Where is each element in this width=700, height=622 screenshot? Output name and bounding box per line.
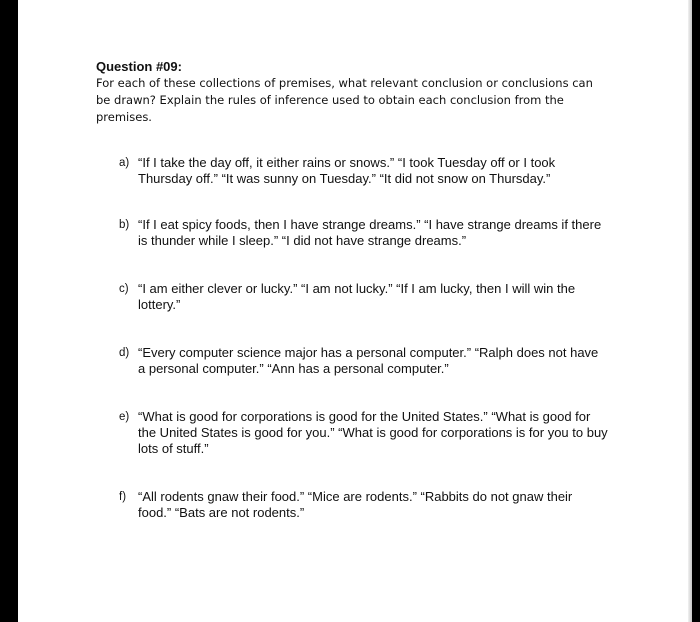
item-letter: c) <box>119 283 129 295</box>
list-item-d <box>119 345 616 377</box>
question-content <box>96 58 616 521</box>
item-letter: f) <box>119 491 127 503</box>
list-item-e <box>119 409 616 457</box>
item-letter: b) <box>119 219 130 231</box>
right-border <box>692 0 700 622</box>
left-border <box>0 0 18 622</box>
item-text: “I am either clever or lucky.” “I am not lucky.” “If I am lucky, then I will win the lottery.” <box>138 281 576 312</box>
item-text: “What is good for corporations is good for the United States.” “What is good for the United States is good for you.” “What is good for corporations is for you to buy lots of stuff.” <box>138 409 608 456</box>
item-text: “All rodents gnaw their food.” “Mice are rodents.” “Rabbits do not gnaw their food.” “Bats are not rodents.” <box>138 489 573 520</box>
item-text: “If I take the day off, it either rains or snows.” “I took Tuesday off or I took Thursday off.” “It was sunny on Tuesday.” “It did not snow on Thursday.” <box>138 155 556 186</box>
item-text: “If I eat spicy foods, then I have strange dreams.” “I have strange dreams if there is thunder while I sleep.” “I did not have strange dreams.” <box>138 217 602 248</box>
list-item-b <box>119 217 616 249</box>
list-item-c <box>119 281 616 313</box>
item-letter: a) <box>119 157 130 169</box>
list-item-f <box>119 489 616 521</box>
list-item-a <box>119 155 616 187</box>
question-title: Question #09: <box>96 59 182 74</box>
premise-list <box>119 155 616 521</box>
item-letter: e) <box>119 411 130 423</box>
item-letter: d) <box>119 347 130 359</box>
question-prompt: For each of these collections of premises, what relevant conclusion or conclusions can be drawn? Explain the rules of inference used to obtain each conclusion from the premises. <box>96 76 593 124</box>
item-text: “Every computer science major has a personal computer.” “Ralph does not have a personal computer.” “Ann has a personal computer.” <box>138 345 599 376</box>
